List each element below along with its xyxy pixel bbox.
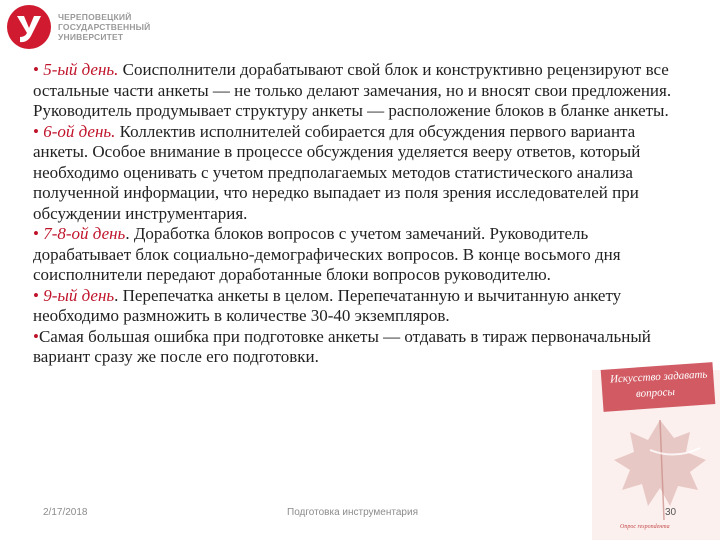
paragraph-day-5 — [33, 60, 683, 122]
bullet-icon: • — [33, 326, 39, 346]
university-logo — [6, 4, 156, 50]
paragraph-text: . Перепечатка анкеты в целом. Перепечатанную и вычитанную анкету необходимо размножить в количестве 30-40 экземпляров. — [33, 285, 622, 325]
university-name-line1: ЧЕРЕПОВЕЦКИЙ — [58, 12, 132, 22]
university-name-line3: УНИВЕРСИТЕТ — [58, 32, 124, 42]
decor-caption-small: Опрос respondента — [620, 524, 670, 530]
slide-body — [33, 60, 683, 368]
paragraph-main-mistake — [33, 327, 683, 368]
footer-date: 2/17/2018 — [43, 507, 88, 518]
day-label: 9-ый день — [43, 285, 115, 305]
day-label: 6-ой день. — [43, 121, 116, 141]
decor-caption-line2: вопросы — [635, 385, 676, 401]
day-label: 5-ый день. — [43, 60, 119, 79]
decorative-image — [590, 360, 720, 540]
university-name-line2: ГОСУДАРСТВЕННЫЙ — [58, 22, 151, 32]
paragraph-text: . Доработка блоков вопросов с учетом замечаний. Руководитель дорабатывает блок социально-демографических вопросов. В конце восьмого дня соисполнители передают доработанные блоки вопросов руководителю. — [33, 224, 621, 284]
paragraph-day-6 — [33, 122, 683, 225]
paragraph-day-7-8 — [33, 224, 683, 286]
day-label: 7-8-ой день — [43, 224, 126, 243]
paragraph-text: Самая большая ошибка при подготовке анкеты — отдавать в тираж первоначальный вариант сразу же после его подготовки. — [33, 326, 651, 366]
university-logo-icon — [6, 4, 52, 50]
bullet-icon: • — [33, 285, 39, 305]
decor-caption-line1: Искусство задавать — [609, 368, 708, 386]
paragraph-day-9 — [33, 286, 683, 327]
footer-title: Подготовка инструментария — [287, 507, 418, 518]
bullet-icon: • — [33, 121, 39, 141]
paragraph-text: Соисполнители дорабатывают свой блок и конструктивно рецензируют все остальные части анкеты — не только делают замечания, но и вносят свои предложения. Руководитель продумывает структуру анкеты — расположение блоков в бланке анкеты. — [33, 60, 672, 120]
university-name — [58, 12, 168, 42]
footer-page-number: 30 — [665, 507, 677, 518]
bullet-icon: • — [33, 224, 39, 243]
paragraph-text: Коллектив исполнителей собирается для обсуждения первого варианта анкеты. Особое внимание в процессе обсуждения уделяется вееру ответов, который необходимо оценивать с учетом предполагаемых методов статистического анализа полученной информации, что нередко выпадает из поля зрения исследователей при обсуждении инструментария. — [33, 121, 641, 223]
bullet-icon: • — [33, 60, 39, 79]
